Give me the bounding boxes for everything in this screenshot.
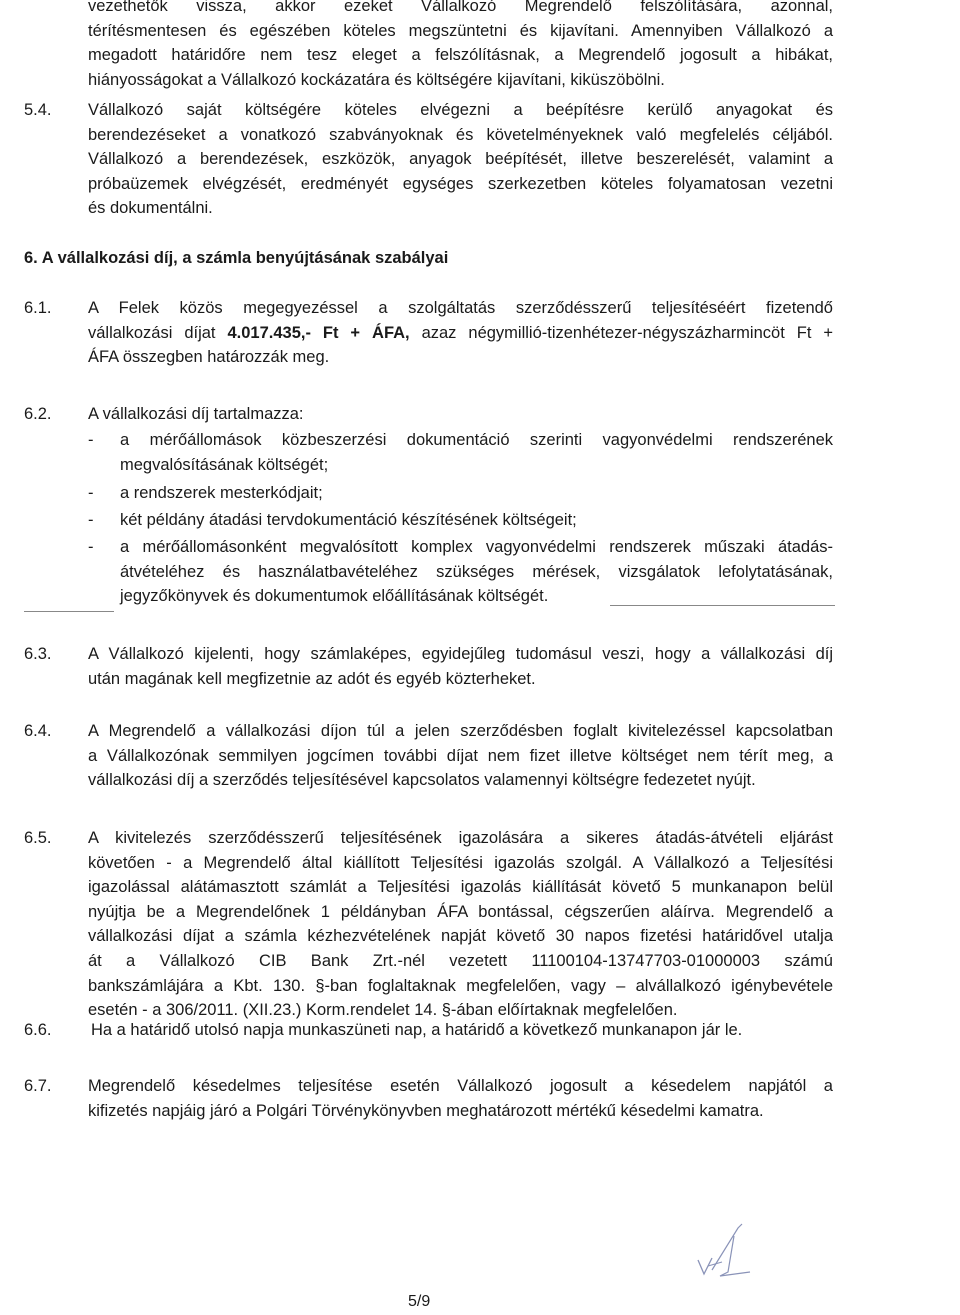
text-line: a Vállalkozónak semmilyen jogcímen további díjat nem fizet illetve költséget nem térít meg, a (88, 746, 833, 765)
text-line (88, 321, 833, 346)
text-line: vállalkozási díjat a számla kézhezvételének napját követő 30 napos fizetési határidővel utalja (88, 927, 833, 946)
text-line: A Felek közös megegyezéssel a szolgáltatás szerződésszerű teljesítéséért fizetendő (88, 299, 833, 317)
section-6-4-paragraph (88, 719, 833, 793)
section-6-5-paragraph (88, 826, 833, 1023)
text-line: a mérőállomásonként megvalósított komplex vagyonvédelmi rendszerek műszaki átadás- (120, 538, 833, 556)
divider (610, 605, 835, 606)
section-number-6-7: 6.7. (24, 1077, 52, 1095)
intro-paragraph (88, 0, 833, 92)
text-line: után magának kell megfizetnie az adót és egyéb közterheket. (88, 669, 536, 688)
text-line: és dokumentálni. (88, 199, 213, 218)
text-line: igazolással alátámasztott számlát a Teljesítési igazolás kiállítását követő 5 munkanapon belül (88, 878, 833, 897)
text-line: hiányosságokat a Vállalkozó kockázatára és költségére kijavítani, kiküszöbölni. (88, 70, 665, 89)
text-line: vállalkozási díj a szerződés teljesítésével kapcsolatos valamennyi költségre fedezetet nyújt. (88, 771, 756, 790)
text-line: térítésmentesen és egészében köteles megszüntetni és kijavítani. Amennyiben Vállalkozó a (88, 21, 833, 40)
section-number-6-3: 6.3. (24, 645, 52, 663)
text-line: vezethetők vissza, akkor ezeket Vállalkozó Megrendelő felszólítására, azonnal, (88, 0, 833, 15)
text-line: A kivitelezés szerződésszerű teljesítésének igazolására a sikeres átadás-átvételi eljárást (88, 829, 833, 847)
text-line: ÁFA összegben határozzák meg. (88, 348, 330, 367)
section-5-4-paragraph (88, 98, 833, 221)
section-number-6-1: 6.1. (24, 299, 52, 317)
list-item-text (120, 535, 833, 609)
dash-bullet: - (88, 484, 94, 502)
section-6-3-paragraph (88, 642, 833, 691)
signature-initials (690, 1222, 770, 1282)
text-line: próbaüzemek elvégzését, eredményét egységes szerkezetben köteles folyamatosan vezetni (88, 174, 833, 193)
list-item-text (120, 508, 833, 533)
text-line: át a Vállalkozó CIB Bank Zrt.-nél vezetett 11100104-13747703-01000003 számú (88, 951, 833, 970)
amount-bold: 4.017.435,- Ft + ÁFA, (227, 323, 410, 342)
text-line: Megrendelő késedelmes teljesítése esetén Vállalkozó jogosult a késedelem napjától a (88, 1077, 833, 1095)
text-line: kifizetés napjáig járó a Polgári Törvénykönyvben meghatározott mértékű késedelmi kamatra. (88, 1101, 764, 1120)
text-fragment: azaz négymillió-tizenhétezer-négyszázharmincöt Ft + (409, 323, 833, 342)
section-6-7-paragraph (88, 1074, 833, 1123)
list-item-text (120, 481, 833, 506)
text-line: nyújtja be a Megrendelőnek 1 példányban ÁFA bontással, cégszerűen aláírva. Megrendelő a (88, 902, 833, 921)
text-line: megvalósításának költségét; (120, 455, 329, 474)
section-6-6-paragraph: Ha a határidő utolsó napja munkaszüneti nap, a határidő a következő munkanapon jár le. (91, 1021, 743, 1039)
text-fragment: vállalkozási díjat (88, 323, 228, 342)
text-line: megadott határidőre nem tesz eleget a felszólításnak, a Megrendelő jogosult a hibákat, (88, 46, 833, 65)
page-number: 5/9 (408, 1293, 431, 1310)
text-line: esetén - a 306/2011. (XII.23.) Korm.rendelet 14. §-ában előírtaknak megfelelően. (88, 1001, 678, 1020)
text-line: bankszámlájára a Kbt. 130. §-ban foglaltaknak megfelelően, vagy – alvállalkozó igénybevétele (88, 976, 833, 995)
text-line: a mérőállomások közbeszerzési dokumentáció szerinti vagyonvédelmi rendszerének (120, 431, 833, 449)
text-line: átvételéhez és használatbavételéhez szükséges mérések, vizsgálatok lefolytatásának, (120, 562, 833, 581)
dash-bullet: - (88, 511, 94, 529)
list-item-text (120, 428, 833, 477)
text-line: jegyzőkönyvek és dokumentumok előállításának költségét. (120, 587, 549, 606)
section-number-6-6: 6.6. (24, 1021, 52, 1039)
text-line: Vállalkozó a berendezések, eszközök, anyagok beépítését, illetve beszerelését, valamint a (88, 150, 833, 169)
dash-bullet: - (88, 431, 94, 449)
text-line: két példány átadási tervdokumentáció készítésének költségeit; (120, 511, 577, 529)
divider (24, 611, 114, 612)
text-line: berendezéseket a vonatkozó szabványoknak és követelményeknek való megfelelés céljából. (88, 125, 833, 144)
section-number-5-4: 5.4. (24, 101, 52, 119)
section-number-6-2: 6.2. (24, 405, 52, 423)
section-number-6-4: 6.4. (24, 722, 52, 740)
text-line: A Vállalkozó kijelenti, hogy számlaképes, egyidejűleg tudomásul veszi, hogy a vállalkozási díj (88, 645, 833, 663)
text-line: Vállalkozó saját költségére köteles elvégezni a beépítésre kerülő anyagokat és (88, 101, 833, 119)
section-number-6-5: 6.5. (24, 829, 52, 847)
text-line: a rendszerek mesterkódjait; (120, 484, 323, 502)
dash-bullet: - (88, 538, 94, 556)
text-line: A Megrendelő a vállalkozási díjon túl a jelen szerződésben foglalt kivitelezéssel kapcsolatban (88, 722, 833, 740)
section-heading-6: 6. A vállalkozási díj, a számla benyújtásának szabályai (24, 249, 449, 267)
section-6-2-intro: A vállalkozási díj tartalmazza: (88, 405, 304, 423)
section-6-1-paragraph (88, 296, 833, 370)
text-line: követően - a Megrendelő által kiállított Teljesítési igazolás szolgál. A Vállalkozó a Teljesítési (88, 853, 833, 872)
